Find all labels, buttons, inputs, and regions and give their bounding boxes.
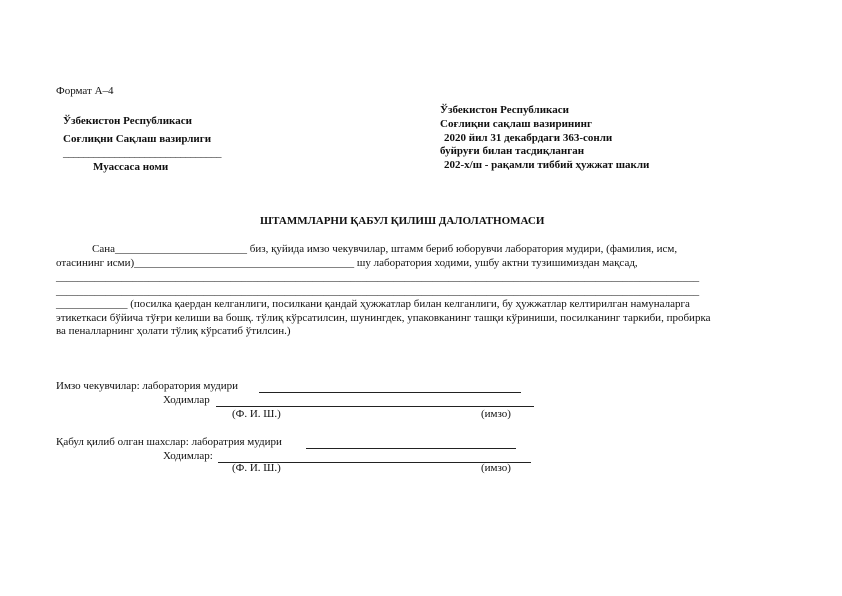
organization-name-label: Муассаса номи <box>93 161 169 173</box>
right-republic: Ўзбекистон Республикаси <box>440 104 569 116</box>
receivers-sign-caption: (имзо) <box>481 462 511 474</box>
order-date: 2020 йил 31 декабрдаги 363-сонли <box>444 132 613 144</box>
signers-sign-caption: (имзо) <box>481 408 511 420</box>
body-line-labels: этикеткаси бўйича тўғри келиши ва бошқ. тўлиқ кўрсатилсин, шунингдек, упаковканинг ташқи кўриниши, посилканинг таркиби, пробирка <box>56 312 711 324</box>
receivers-fio-caption: (Ф. И. Ш.) <box>232 462 281 474</box>
signers-fio-caption: (Ф. И. Ш.) <box>232 408 281 420</box>
document-title: ШТАММЛАРНИ ҚАБУЛ ҚИЛИШ ДАЛОЛАТНОМАСИ <box>260 215 545 227</box>
body-line-name[interactable]: отасининг исми)________________________________________ шу лаборатория ходими, ушбу актни тузишимиздан мақсад, <box>56 257 638 269</box>
approval-line: буйруғи билан тасдиқланган <box>440 145 585 157</box>
purpose-line-1[interactable]: ______________________________________________________________________________________________________________________ <box>56 271 700 283</box>
receivers-head-signature-line[interactable] <box>306 448 516 449</box>
left-republic: Ўзбекистон Республикаси <box>63 115 192 127</box>
organization-name-line[interactable]: _______________________________ <box>63 147 222 159</box>
body-line-parcel[interactable]: _____________ (посилка қаердан келганлиги, посилкани қандай ҳужжатлар билан келганлиги, бу ҳужжатлар келтирилган намуналарга <box>56 298 690 310</box>
receivers-label: Қабул қилиб олган шахслар: лаборатрия мудири <box>56 436 282 448</box>
body-line-date[interactable]: Сана________________________ биз, қуйида имзо чекувчилар, штамм бериб юборувчи лаборатория мудири, (фамилия, исм, <box>92 243 678 255</box>
signers-label: Имзо чекувчилар: лаборатория мудири <box>56 380 238 392</box>
left-ministry: Соғлиқни Сақлаш вазирлиги <box>63 133 212 145</box>
receivers-staff-label: Ходимлар: <box>163 450 213 462</box>
format-label: Формат А–4 <box>56 85 114 97</box>
right-ministry: Соғлиқни сақлаш вазирининг <box>440 118 592 130</box>
signers-head-signature-line[interactable] <box>259 392 521 393</box>
signers-staff-label: Ходимлар <box>163 394 210 406</box>
body-line-closing: ва пеналларнинг ҳолати тўлиқ кўрсатиб ўтилсин.) <box>56 325 291 337</box>
signers-staff-signature-line[interactable] <box>216 406 534 407</box>
purpose-line-2[interactable]: ______________________________________________________________________________________________________________________ <box>56 285 700 297</box>
form-number: 202-х/ш - рақамли тиббий ҳужжат шакли <box>444 159 650 171</box>
